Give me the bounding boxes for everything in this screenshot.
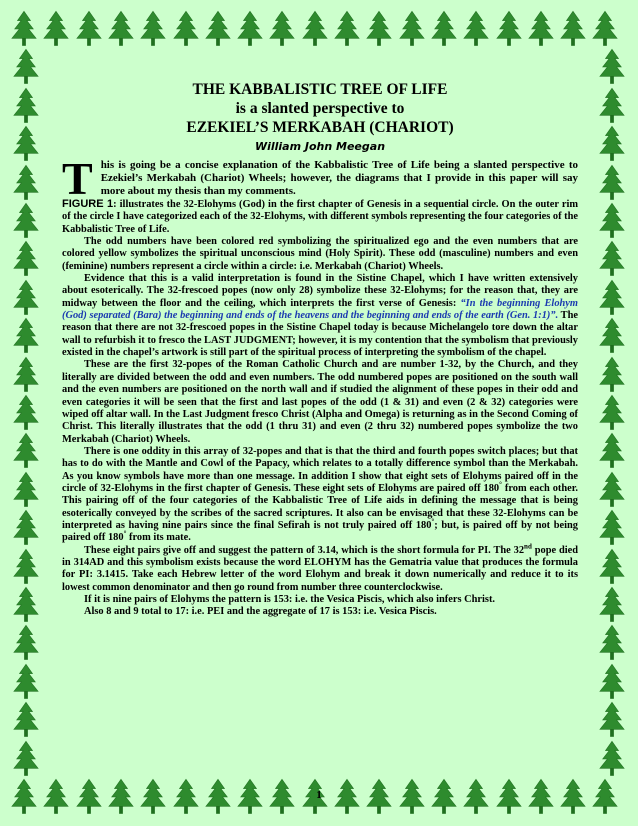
pine-tree-icon: [42, 10, 70, 53]
pine-tree-icon: [598, 701, 626, 744]
pine-tree-icon: [139, 10, 167, 53]
figure-label: FIGURE 1: [62, 198, 114, 210]
pine-tree-icon: [12, 164, 40, 207]
pine-tree-icon: [10, 10, 38, 53]
degree-sign: °: [499, 480, 502, 489]
pine-tree-icon: [12, 740, 40, 783]
pine-tree-icon: [559, 10, 587, 53]
pine-tree-icon: [12, 509, 40, 552]
pi-text-a: These eight pairs give off and suggest the pattern of 3.14, which is the short formula for PI. The 32: [84, 544, 525, 556]
document-body: [62, 80, 578, 619]
pine-tree-icon: [12, 317, 40, 360]
pine-tree-icon: [598, 87, 626, 130]
pine-tree-icon: [12, 471, 40, 514]
pine-tree-icon: [598, 432, 626, 475]
intro-text: his is going be a concise explanation of the Kabbalistic Tree of Life being a slanted perspective to Ezekiel’s Merkabah (Chariot) Wheels; however, the diagrams that I provide in this paper will say more about my thesis than my comments.: [100, 159, 578, 197]
pine-tree-icon: [598, 356, 626, 399]
oddity-text-d: from its mate.: [126, 532, 191, 544]
pine-tree-icon: [598, 317, 626, 360]
paragraph-colors: The odd numbers have been colored red symbolizing the spiritualized ego and the even numbers that are colored yellow symbolizes the spiritual unconscious mind (Holy Spirit). These odd (masculine) numbers and even (feminine) numbers represent a circle within a circle: i.e. Merkabah (Chariot) Wheels.: [62, 236, 578, 272]
pine-tree-icon: [12, 701, 40, 744]
pine-tree-icon: [598, 586, 626, 629]
paragraph-nine-pairs: If it is nine pairs of Elohyms the pattern is 153: i.e. the Vesica Piscis, which also infers Christ.: [84, 594, 496, 605]
degree-sign: °: [123, 529, 127, 538]
pine-tree-icon: [12, 586, 40, 629]
pine-tree-icon: [268, 10, 296, 53]
pine-tree-icon: [236, 10, 264, 53]
pine-tree-icon: [598, 394, 626, 437]
pine-tree-icon: [365, 10, 393, 53]
pine-tree-icon: [12, 624, 40, 667]
pine-tree-icon: [75, 10, 103, 53]
pine-tree-icon: [598, 663, 626, 706]
paragraph-oddity: [62, 446, 578, 545]
pine-tree-icon: [12, 87, 40, 130]
pine-tree-icon: [598, 125, 626, 168]
paragraph-figure-1-text: : illustrates the 32-Elohyms (God) in the first chapter of Genesis in a sequential circle. On the outer rim of the circle I have categorized each of the 32-Elohyms, with different symbols representing the four categories of the Kabbalistic Tree of Life.: [62, 199, 578, 235]
pine-tree-icon: [12, 548, 40, 591]
pine-tree-icon: [598, 164, 626, 207]
oddity-text-b: from each other. This pairing off of the four categories of the Kabbalistic Tree of Life aids in defining the message that is being esoterically conveyed by the scribes of the sacred scriptures. It also can be envisaged that these 32-Elohyms can be interpreted as having nine pairs since the final Sefirah is not truly paired off 180: [62, 482, 578, 531]
pine-tree-icon: [598, 240, 626, 283]
pine-tree-icon: [12, 432, 40, 475]
pine-tree-icon: [107, 10, 135, 53]
pine-tree-icon: [598, 740, 626, 783]
ordinal-suffix: nd: [524, 542, 532, 551]
pine-tree-icon: [333, 10, 361, 53]
pine-tree-icon: [12, 356, 40, 399]
genesis-quote: “In the beginning Elohym (God) separated (Bara) the beginning and ends of the heavens and the beginning and ends of the earth (Gen. 1:1)”.: [62, 297, 578, 322]
pine-tree-icon: [527, 10, 555, 53]
pine-tree-icon: [598, 509, 626, 552]
paragraph-popes: These are the first 32-popes of the Roman Catholic Church and are number 1-32, by the Church, and they literally are divided between the odd and even numbers. The odd numbered popes are positioned on the south wall and the even numbers are positioned on the north wall and if studied the alignment of these popes in their odd and even categories it will be seen that the first and last popes of the odd (1 & 31) and even (2 & 32) categories were wiped off altar wall. In the Last Judgment fresco Christ (Alpha and Omega) is returning as in the Second Coming of Christ. This literally illustrates that the odd (1 thru 31) and even (2 thru 32) numbered popes symbolize the two Merkabah (Chariot) Wheels.: [62, 359, 578, 445]
pine-tree-icon: [172, 10, 200, 53]
paragraph-pi: [62, 542, 579, 594]
author-name: William John Meegan: [254, 140, 386, 153]
pine-tree-icon: [598, 471, 626, 514]
pine-tree-icon: [12, 125, 40, 168]
pine-tree-icon: [204, 10, 232, 53]
oddity-text-a: There is one oddity in this array of 32-popes and that is that the third and fourth popes switch places; but that has to do with the Mantle and Cowl of the Papacy, which relates to a totally difference symbol than the Merkabah. As you know symbols have more than one message. In addition I show that eight sets of Elohyms paired off in the circle of 32-Elohyms in the first chapter of Genesis. These eight sets of Elohyms are paired off 180: [62, 445, 578, 494]
pine-tree-icon: [598, 548, 626, 591]
degree-sign: °: [431, 517, 435, 526]
pi-text-b: pope died in 314AD and this symbolism exists because the word ELOHYM has the Gematria value that produces the formula for PI: 3.1415. Take each Hebrew letter of the word Elohym and break it down numerically and reduce it to its lowest common denominator and then go round from number three counterclockwise.: [62, 544, 579, 593]
page-title: [62, 80, 578, 137]
pine-tree-icon: [591, 10, 619, 53]
pine-tree-icon: [12, 394, 40, 437]
pine-tree-icon: [301, 10, 329, 53]
pine-tree-icon: [462, 10, 490, 53]
pine-tree-icon: [12, 663, 40, 706]
pine-tree-icon: [12, 279, 40, 322]
title-line-2: is a slanted perspective to: [235, 100, 405, 117]
title-line-1: THE KABBALISTIC TREE OF LIFE: [192, 81, 448, 98]
oddity-text-c: ; but, is paired off by not being paired off 180: [62, 519, 578, 544]
pine-tree-icon: [598, 624, 626, 667]
pine-tree-icon: [598, 202, 626, 245]
paragraph-sistine: [62, 273, 578, 359]
pine-tree-icon: [12, 48, 40, 91]
page-number: 1: [316, 789, 322, 801]
paragraph-sistine-text-b: The reason that there are not 32-frescoed popes in the Sistine Chapel today is because Michelangelo tore down the altar wall to refurbish it to fresco the LAST JUDGMENT; however, it is my contention that the symbolism that previously existed in the chapel’s artwork is still part of the spiritual process of interpreting the symbolism of the chapel.: [62, 310, 578, 359]
paragraph-sistine-text-a: Evidence that this is a valid interpretation is found in the Sistine Chapel, which I have written extensively about esoterically. The 32-frescoed popes (now only 28) symbolize these 32-Elohyms; for the reason that, they are midway between the floor and the ceiling, which interprets the first verse of Genesis:: [62, 273, 578, 309]
drop-cap: T: [62, 153, 93, 204]
pine-tree-icon: [430, 10, 458, 53]
pine-tree-icon: [495, 10, 523, 53]
pine-tree-icon: [598, 279, 626, 322]
pine-tree-icon: [12, 240, 40, 283]
pine-tree-icon: [398, 10, 426, 53]
pine-tree-icon: [598, 48, 626, 91]
pine-tree-icon: [12, 202, 40, 245]
title-line-3: EZEKIEL’S MERKABAH (CHARIOT): [186, 119, 454, 136]
paragraph-figure-1: [62, 198, 578, 236]
paragraph-vesica: Also 8 and 9 total to 17: i.e. PEI and the aggregate of 17 is 153: i.e. Vesica Piscis.: [84, 606, 437, 618]
